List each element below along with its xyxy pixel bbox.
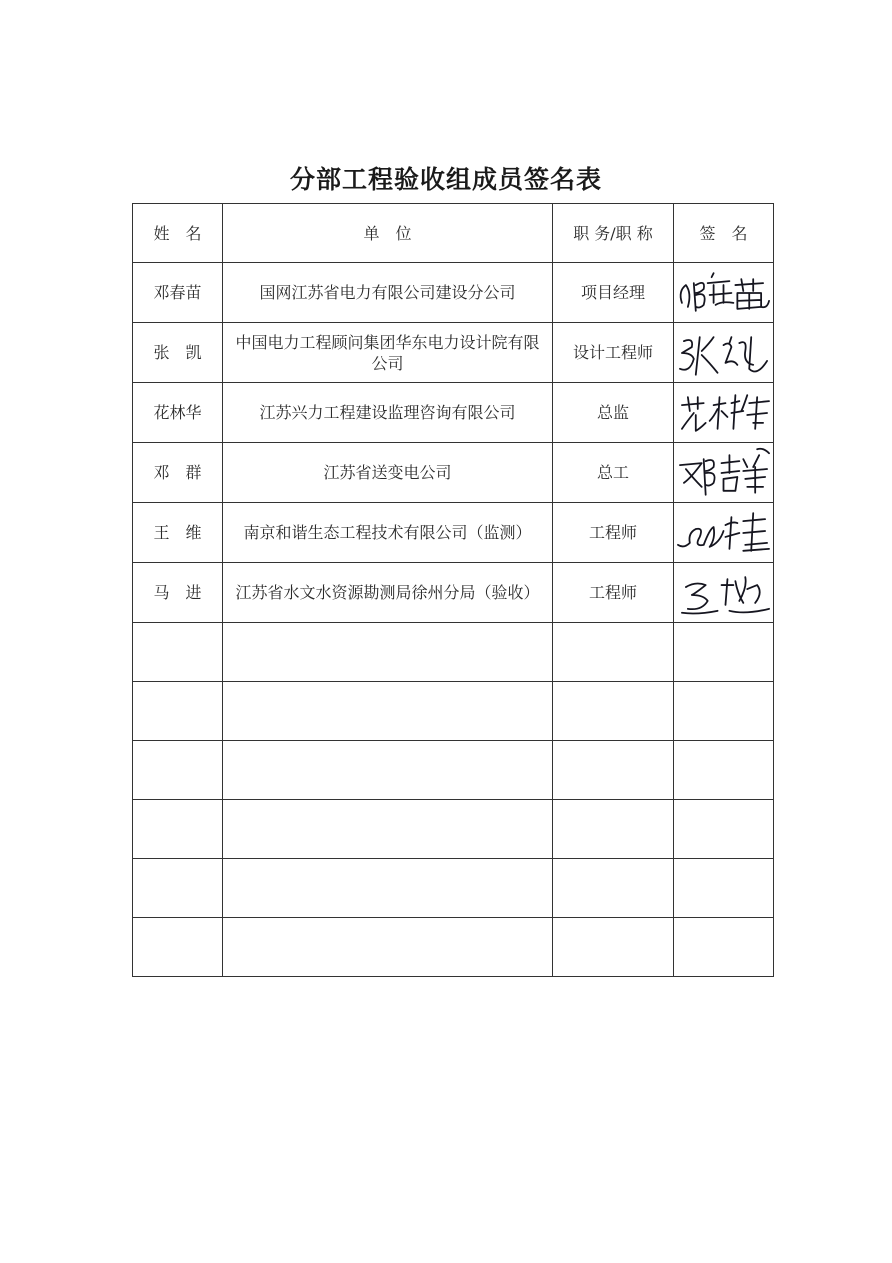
member-position: 设计工程师 xyxy=(553,323,674,383)
signature-cell xyxy=(674,563,774,623)
table-row xyxy=(133,443,774,503)
header-row xyxy=(133,204,774,263)
table-row xyxy=(133,563,774,623)
empty-row xyxy=(133,800,774,859)
member-name: 邓 群 xyxy=(133,443,223,503)
handwritten-signature xyxy=(674,323,773,382)
empty-row xyxy=(133,859,774,918)
member-unit: 国网江苏省电力有限公司建设分公司 xyxy=(223,263,553,323)
signature-cell xyxy=(674,263,774,323)
handwritten-signature xyxy=(674,263,773,322)
signature-cell xyxy=(674,323,774,383)
handwritten-signature xyxy=(674,563,773,622)
handwritten-signature xyxy=(674,443,773,502)
member-name: 张 凯 xyxy=(133,323,223,383)
member-unit: 江苏省送变电公司 xyxy=(223,443,553,503)
table-row xyxy=(133,383,774,443)
empty-row xyxy=(133,741,774,800)
handwritten-signature xyxy=(674,503,773,562)
empty-row xyxy=(133,682,774,741)
signature-cell xyxy=(674,443,774,503)
empty-row xyxy=(133,918,774,977)
member-name: 花林华 xyxy=(133,383,223,443)
member-position: 项目经理 xyxy=(553,263,674,323)
member-position: 工程师 xyxy=(553,503,674,563)
member-position: 工程师 xyxy=(553,563,674,623)
header-unit: 单 位 xyxy=(223,204,553,263)
member-name: 王 维 xyxy=(133,503,223,563)
table-row xyxy=(133,263,774,323)
member-unit: 江苏兴力工程建设监理咨询有限公司 xyxy=(223,383,553,443)
signature-table xyxy=(132,203,774,977)
member-position: 总工 xyxy=(553,443,674,503)
header-name: 姓 名 xyxy=(133,204,223,263)
header-position: 职 务/职 称 xyxy=(553,204,674,263)
handwritten-signature xyxy=(674,383,773,442)
table-row xyxy=(133,323,774,383)
page-title: 分部工程验收组成员签名表 xyxy=(289,165,602,194)
member-unit: 江苏省水文水资源勘测局徐州分局（验收） xyxy=(223,563,553,623)
member-unit: 中国电力工程顾问集团华东电力设计院有限公司 xyxy=(223,323,553,383)
member-position: 总监 xyxy=(553,383,674,443)
signature-cell xyxy=(674,383,774,443)
empty-row xyxy=(133,623,774,682)
member-name: 邓春苗 xyxy=(133,263,223,323)
member-unit: 南京和谐生态工程技术有限公司（监测） xyxy=(223,503,553,563)
header-signature: 签 名 xyxy=(674,204,774,263)
signature-cell xyxy=(674,503,774,563)
table-row xyxy=(133,503,774,563)
member-name: 马 进 xyxy=(133,563,223,623)
